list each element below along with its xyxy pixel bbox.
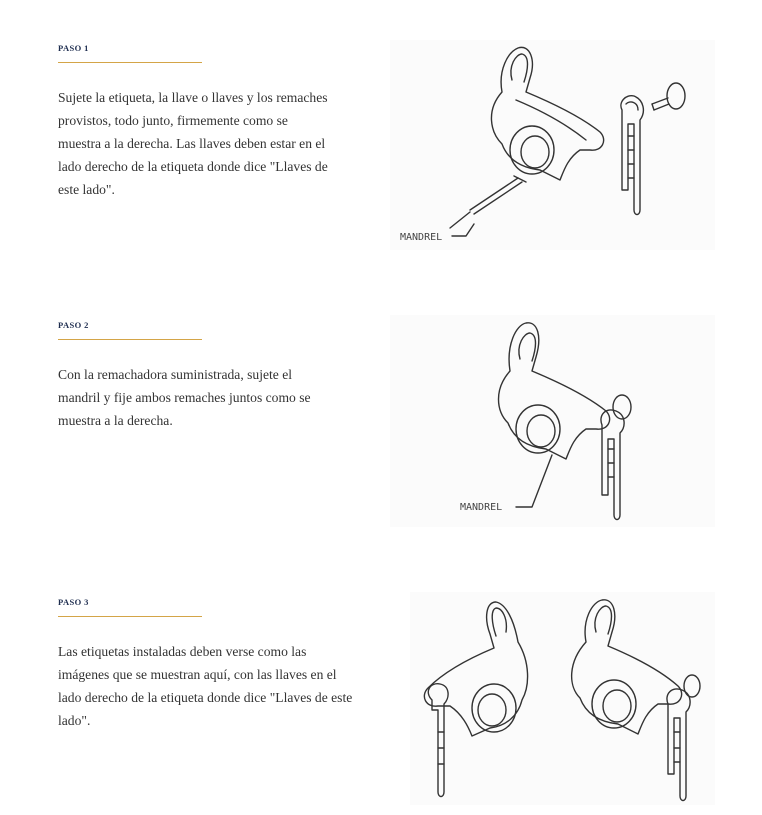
installed-tags-diagram — [410, 592, 715, 805]
tag-key-mandrel-diagram — [390, 40, 715, 250]
step-2-divider — [58, 339, 202, 340]
step-1-divider — [58, 62, 202, 63]
step-2-label: PASO 2 — [58, 320, 89, 330]
step-2-mandrel-label: MANDREL — [460, 502, 503, 513]
step-1-label: PASO 1 — [58, 43, 89, 53]
step-1-mandrel-label: MANDREL — [400, 232, 443, 243]
step-2-text: Con la remachadora suministrada, sujete el mandril y fije ambos remaches juntos como se muestra a la derecha. — [58, 367, 311, 428]
step-2-illustration — [390, 315, 715, 527]
step-3-illustration — [410, 592, 715, 805]
step-1-illustration — [390, 40, 715, 250]
step-3-text: Las etiquetas instaladas deben verse como las imágenes que se muestran aquí, con las llaves en el lado derecho de la etiqueta donde dice "Llaves de este lado". — [58, 644, 353, 728]
tag-riveting-diagram — [390, 315, 715, 527]
step-3-divider — [58, 616, 202, 617]
step-1-text: Sujete la etiqueta, la llave o llaves y los remaches provistos, todo junto, firmemente como se muestra a la derecha. Las llaves deben estar en el lado derecho de la etiqueta donde dice "Llaves de este lado". — [58, 90, 328, 197]
step-3-label: PASO 3 — [58, 597, 89, 607]
